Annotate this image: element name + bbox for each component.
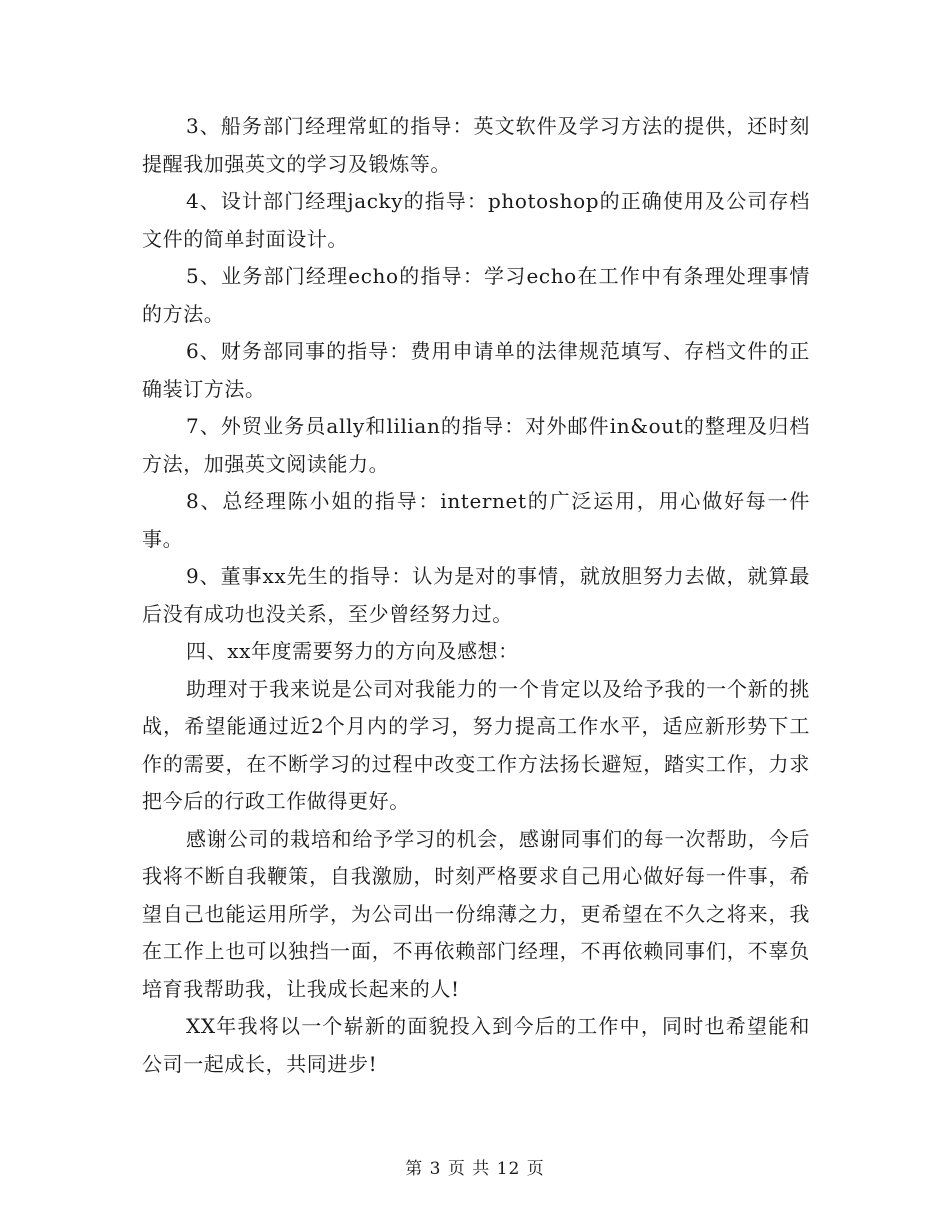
paragraph-thanks: 感谢公司的栽培和给予学习的机会，感谢同事们的每一次帮助，今后我将不断自我鞭策，自我激励，时刻严格要求自己用心做好每一件事，希望自己也能运用所学，为公司出一份绵薄之力，更希望在不久之将来，我在工作上也可以独挡一面，不再依赖部门经理，不再依赖同事们，不辜负培育我帮助我，让我成长起来的人! bbox=[142, 826, 810, 1001]
page-footer: 第 3 页 共 12 页 bbox=[405, 1159, 545, 1179]
paragraph-guidance-design: 4、设计部门经理jacky的指导：photoshop的正确使用及公司存档文件的简单封面设计。 bbox=[142, 189, 810, 251]
paragraph-guidance-gm: 8、总经理陈小姐的指导：internet的广泛运用，用心做好每一件事。 bbox=[142, 489, 810, 551]
document-body bbox=[142, 108, 810, 1083]
paragraph-guidance-director: 9、董事xx先生的指导：认为是对的事情，就放胆努力去做，就算最后没有成功也没关系，至少曾经努力过。 bbox=[142, 564, 810, 626]
paragraph-guidance-trade: 7、外贸业务员ally和lilian的指导：对外邮件in&out的整理及归档方法，加强英文阅读能力。 bbox=[142, 414, 810, 476]
paragraph-guidance-business: 5、业务部门经理echo的指导：学习echo在工作中有条理处理事情的方法。 bbox=[142, 264, 810, 326]
paragraph-assistant-role: 助理对于我来说是公司对我能力的一个肯定以及给予我的一个新的挑战，希望能通过近2个月内的学习，努力提高工作水平，适应新形势下工作的需要，在不断学习的过程中改变工作方法扬长避短，踏实工作，力求把今后的行政工作做得更好。 bbox=[142, 676, 810, 813]
paragraph-closing: XX年我将以一个崭新的面貌投入到今后的工作中，同时也希望能和公司一起成长，共同进步! bbox=[142, 1014, 810, 1076]
paragraph-guidance-finance: 6、财务部同事的指导：费用申请单的法律规范填写、存档文件的正确装订方法。 bbox=[142, 339, 810, 401]
paragraph-guidance-shipping: 3、船务部门经理常虹的指导：英文软件及学习方法的提供，还时刻提醒我加强英文的学习及锻炼等。 bbox=[142, 114, 810, 176]
section-heading: 四、xx年度需要努力的方向及感想： bbox=[186, 639, 519, 663]
